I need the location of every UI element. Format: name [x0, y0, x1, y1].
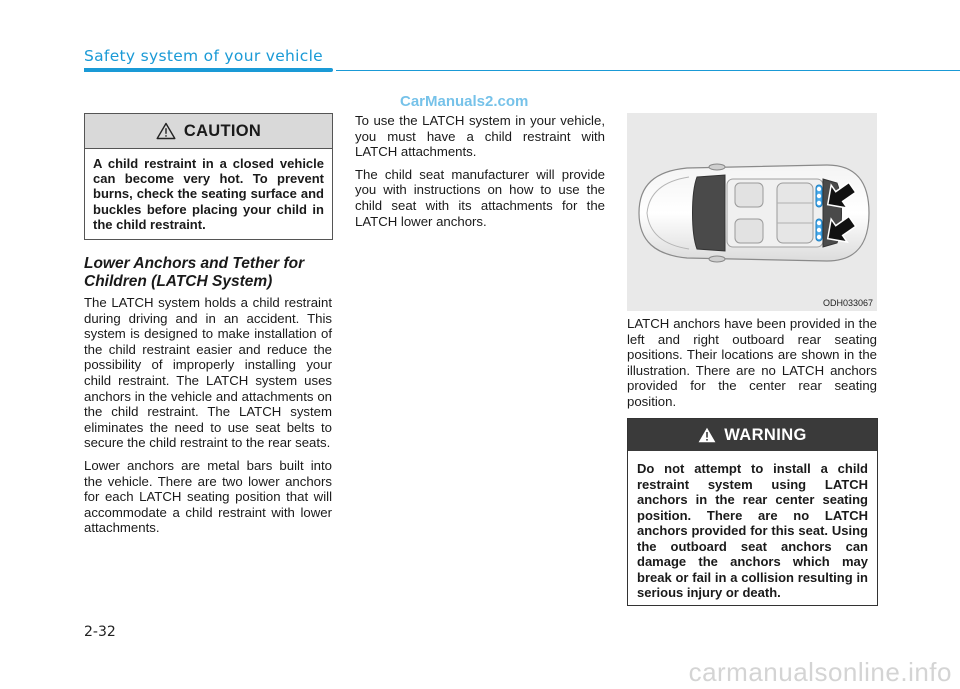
section-heading: Lower Anchors and Tether for Children (LATCH System) — [84, 255, 305, 290]
column-2-body — [355, 113, 605, 236]
caution-header — [85, 114, 332, 149]
warning-header — [628, 419, 877, 451]
warning-text: Do not attempt to install a child restraint system using LATCH anchors in the rear center seating position. There are no LATCH anchors provided for this seat. Using the outboard seat anchors can damage the anchors which may break or fail in a collision resulting in serious injury or death. — [637, 461, 868, 600]
column-1-body — [84, 295, 332, 543]
header-accent-bar — [84, 68, 333, 72]
warning-box — [627, 418, 878, 606]
caution-box — [84, 113, 333, 240]
warning-title: WARNING — [724, 425, 807, 444]
caution-title: CAUTION — [183, 121, 262, 140]
caution-text: A child restraint in a closed vehicle can become very hot. To prevent burns, check the seating surface and buckles before placing your child in the child restraint. — [93, 156, 324, 232]
warning-triangle-icon — [698, 427, 716, 443]
page-number: 2-32 — [84, 624, 116, 640]
paragraph: To use the LATCH system in your vehicle, you must have a child restraint with LATCH attachments. — [355, 113, 605, 160]
header-rule — [336, 70, 960, 71]
latch-anchor-illustration — [627, 113, 877, 311]
paragraph: LATCH anchors have been provided in the left and right outboard rear seating positions. Their locations are shown in the illustration. There are no LATCH anchors provided for the center rear seating position. — [627, 316, 877, 409]
paragraph: Lower anchors are metal bars built into the vehicle. There are two lower anchors for each LATCH seating position that will accommodate a child restraint with lower attachments. — [84, 457, 332, 536]
car-top-view-icon — [627, 113, 877, 311]
paragraph: The LATCH system holds a child restraint during driving and in an accident. This system is designed to make installation of the child restraint easier and reduce the possibility of improperly installing your child restraint. The LATCH system uses anchors in the vehicle and attachments on the child restraint. The LATCH system eliminates the need to use seat belts to secure the child restraint to the rear seats. — [84, 295, 332, 451]
figure-code: ODH033067 — [822, 298, 873, 308]
site-watermark: CarManuals2.com — [400, 93, 529, 110]
running-header-title: Safety system of your vehicle — [84, 47, 324, 65]
column-3-body — [627, 316, 877, 417]
caution-triangle-icon — [156, 122, 176, 140]
footer-watermark: carmanualsonline.info — [688, 657, 952, 687]
paragraph: The child seat manufacturer will provide you with instructions on how to use the child seat with its attachments for the LATCH lower anchors. — [355, 166, 605, 229]
